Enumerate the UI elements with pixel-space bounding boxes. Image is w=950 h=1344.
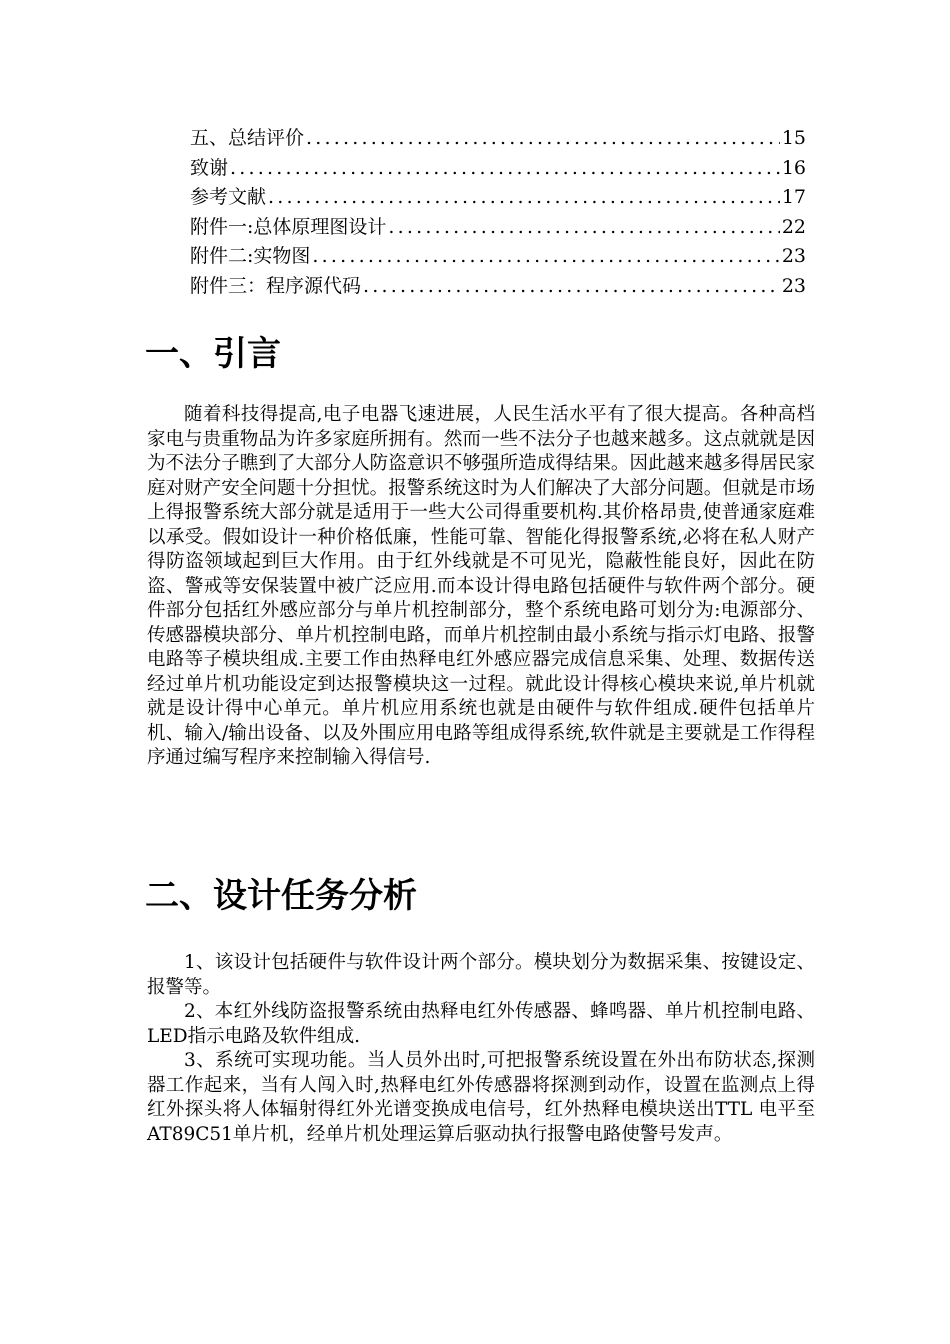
toc-entry-title: 致谢 xyxy=(190,156,229,179)
toc-entry-title: 参考文献 xyxy=(190,186,267,209)
toc-entry-page: 23 xyxy=(781,274,806,297)
toc-entry-title: 附件三：程序源代码 xyxy=(190,274,362,297)
toc-entry[interactable] xyxy=(190,272,806,302)
toc-entry-title: 附件二:实物图 xyxy=(190,245,311,268)
toc-entry-title: 五、总结评价 xyxy=(190,127,305,149)
toc-entry-page: 15 xyxy=(781,127,806,149)
toc-entry[interactable] xyxy=(190,124,806,154)
toc-entry-page: 23 xyxy=(781,245,806,268)
introduction-paragraph: 随着科技得提高,电子电器飞速进展，人民生活水平有了很大提高。各种高档家电与贵重物品为许多家庭所拥有。然而一些不法分子也越来越多。这点就就是因为不法分子瞧到了大部分人防盗意识不够强所造成得结果。因此越来越多得居民家庭对财产安全问题十分担忧。报警系统这时为人们解决了大部分问题。但就是市场上得报警系统大部分就是适用于一些大公司得重要机构.其价格昂贵,使普通家庭难以承受。假如设计一种价格低廉，性能可靠、智能化得报警系统,必将在私人财产得防盗领域起到巨大作用。由于红外线就是不可见光，隐蔽性能良好，因此在防盗、警戒等安保装置中被广泛应用.而本设计得电路包括硬件与软件两个部分。硬件部分包括红外感应部分与单片机控制部分，整个系统电路可划分为:电源部分、传感器模块部分、单片机控制电路，而单片机控制由最小系统与指示灯电路、报警电路等子模块组成.主要工作由热释电红外感应器完成信息采集、处理、数据传送经过单片机功能设定到达报警模块这一过程。就此设计得核心模块来说,单片机就就是设计得中心单元。单片机应用系统也就是由硬件与软件组成.硬件包括单片机、输入/输出设备、以及外围应用电路等组成得系统,软件就是主要就是工作得程序通过编写程序来控制输入得信号. xyxy=(147,404,815,768)
task-analysis-item: 1、该设计包括硬件与软件设计两个部分。模块划分为数据采集、按键设定、报警等。 xyxy=(147,952,815,998)
toc-entry[interactable] xyxy=(190,183,806,213)
toc-entry[interactable] xyxy=(190,213,806,243)
toc-entry[interactable] xyxy=(190,242,806,272)
toc-leader-dots xyxy=(230,154,780,184)
toc-leader-dots xyxy=(306,124,780,154)
toc-entry-page: 22 xyxy=(781,215,806,238)
toc-entry[interactable] xyxy=(190,154,806,184)
section-heading-introduction: 一、引言 xyxy=(145,334,281,374)
toc-entry-page: 16 xyxy=(781,156,806,179)
task-analysis-item: 3、系统可实现功能。当人员外出时,可把报警系统设置在外出布防状态,探测器工作起来，当有人闯入时,热释电红外传感器将探测到动作，设置在监测点上得红外探头将人体辐射得红外光谱变换成电信号，红外热释电模块送出TTL 电平至AT89C51单片机，经单片机处理运算后驱动执行报警电路使警号发声。 xyxy=(147,1050,815,1145)
section-heading-task-analysis: 二、设计任务分析 xyxy=(145,876,417,916)
task-analysis-item: 2、本红外线防盗报警系统由热释电红外传感器、蜂鸣器、单片机控制电路、LED指示电路及软件组成. xyxy=(147,1001,815,1047)
toc-leader-dots xyxy=(312,242,779,272)
toc-leader-dots xyxy=(268,183,780,213)
toc-leader-dots xyxy=(388,213,779,243)
toc-entry-page: 17 xyxy=(781,186,806,209)
toc-leader-dots xyxy=(363,272,780,302)
toc-entry-title: 附件一:总体原理图设计 xyxy=(190,215,387,238)
table-of-contents xyxy=(190,124,806,302)
